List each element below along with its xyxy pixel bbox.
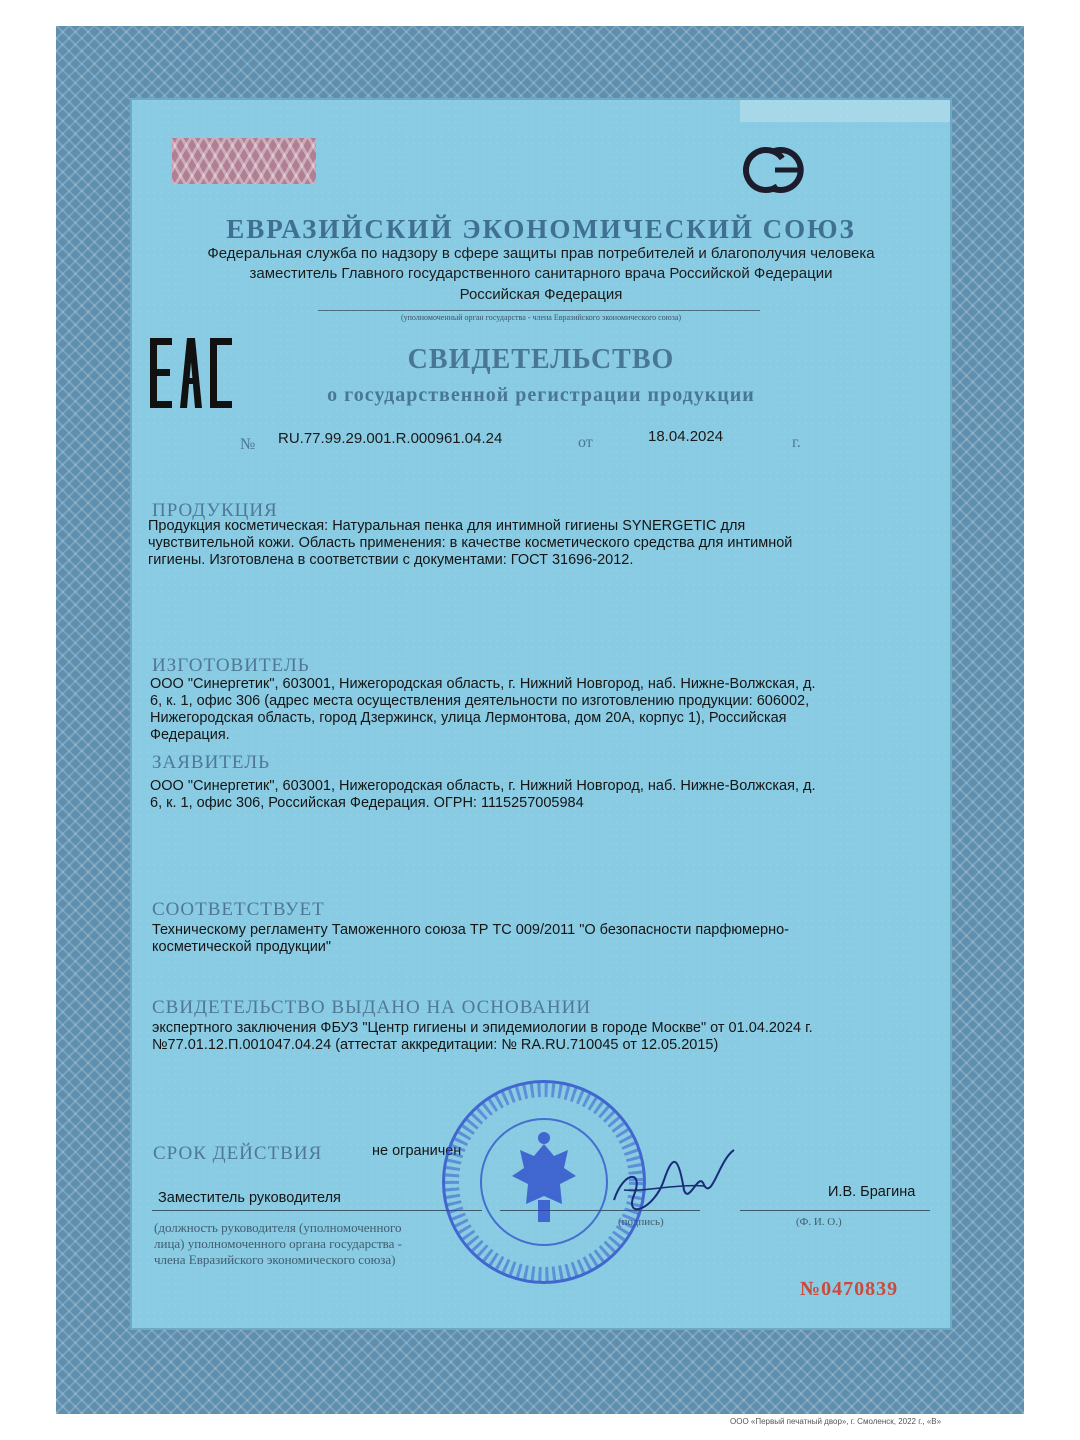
number-label: № [240,436,256,453]
applicant-heading: ЗАЯВИТЕЛЬ [152,752,271,773]
registration-date: 18.04.2024 [648,428,724,445]
manufacturer-line: Федерация. [150,727,230,743]
fio-caption: (Ф. И. О.) [796,1216,842,1228]
validity-heading: СРОК ДЕЙСТВИЯ [153,1143,323,1164]
manufacturer-line: ООО "Синергетик", 603001, Нижегородская область, г. Нижний Новгород, наб. Нижне-Волжская, д. [150,676,816,692]
authority-caption: (уполномоченный орган государства - члена Евразийского экономического союза) [400,313,682,322]
signatory-position: Заместитель руководителя [158,1190,341,1206]
authority-underline [318,310,760,311]
printer-note: ООО «Первый печатный двор», г. Смоленск, 2022 г., «В» [730,1417,942,1426]
hologram-corner-strip [740,100,950,122]
position-caption-line: члена Евразийского экономического союза) [154,1252,396,1267]
position-underline [152,1210,482,1211]
fio-underline [740,1210,930,1211]
manufacturer-heading: ИЗГОТОВИТЕЛЬ [152,655,310,676]
conforms-line: Техническому регламенту Таможенного союза ТР ТС 009/2011 "О безопасности парфюмерно- [152,922,789,938]
product-line: гигиены. Изготовлена в соответствии с документами: ГОСТ 31696-2012. [148,552,634,568]
position-caption [154,1220,402,1268]
validity-value: не ограничен [372,1143,462,1159]
hologram-strip [172,138,316,184]
product-line: чувствительной кожи. Область применения: в качестве косметического средства для интимной [148,535,793,551]
manufacturer-text [150,676,940,744]
applicant-line: 6, к. 1, офис 306, Российская Федерация. ОГРН: 1115257005984 [150,795,584,811]
conforms-heading: СООТВЕТСТВУЕТ [152,899,325,920]
basis-line: №77.01.12.П.001047.04.24 (аттестат аккредитации: № RA.RU.710045 от 12.05.2015) [152,1037,719,1053]
certificate-title: СВИДЕТЕЛЬСТВО [407,344,675,375]
basis-text [152,1020,942,1054]
applicant-text [150,778,940,812]
position-caption-line: (должность руководителя (уполномоченного [154,1220,402,1235]
signatory-name: И.В. Брагина [828,1184,916,1200]
ce-mark-icon [742,144,804,201]
basis-line: экспертного заключения ФБУЗ "Центр гигиены и эпидемиологии в городе Москве" от 01.04.2024 г. [152,1020,813,1036]
conforms-text [152,922,942,956]
year-suffix: г. [792,434,801,451]
union-title: ЕВРАЗИЙСКИЙ ЭКОНОМИЧЕСКИЙ СОЮЗ [226,214,856,244]
product-text [148,518,938,569]
agency-line-2: заместитель Главного государственного санитарного врача Российской Федерации [249,265,833,282]
product-line: Продукция косметическая: Натуральная пенка для интимной гигиены SYNERGETIC для [148,518,746,534]
signature-caption: (подпись) [618,1216,664,1228]
basis-heading: СВИДЕТЕЛЬСТВО ВЫДАНО НА ОСНОВАНИИ [152,997,592,1018]
certificate-subtitle: о государственной регистрации продукции [327,384,755,406]
serial-number: №0470839 [800,1278,899,1300]
position-caption-line: лица) уполномоченного органа государства - [154,1236,402,1251]
agency-line-1: Федеральная служба по надзору в сфере защиты прав потребителей и благополучия человека [207,245,875,262]
manufacturer-line: Нижегородская область, город Дзержинск, улица Лермонтова, дом 20А, корпус 1), Российская [150,710,787,726]
conforms-line: косметической продукции" [152,939,332,955]
applicant-line: ООО "Синергетик", 603001, Нижегородская область, г. Нижний Новгород, наб. Нижне-Волжская, д. [150,778,816,794]
manufacturer-line: 6, к. 1, офис 306 (адрес места осуществления деятельности по изготовлению продукции: 606002, [150,693,810,709]
registration-number: RU.77.99.29.001.R.000961.04.24 [278,430,503,447]
handwritten-signature [604,1140,744,1225]
date-from-label: от [578,434,593,451]
product-heading: ПРОДУКЦИЯ [152,500,278,521]
agency-line-3: Российская Федерация [459,286,623,303]
